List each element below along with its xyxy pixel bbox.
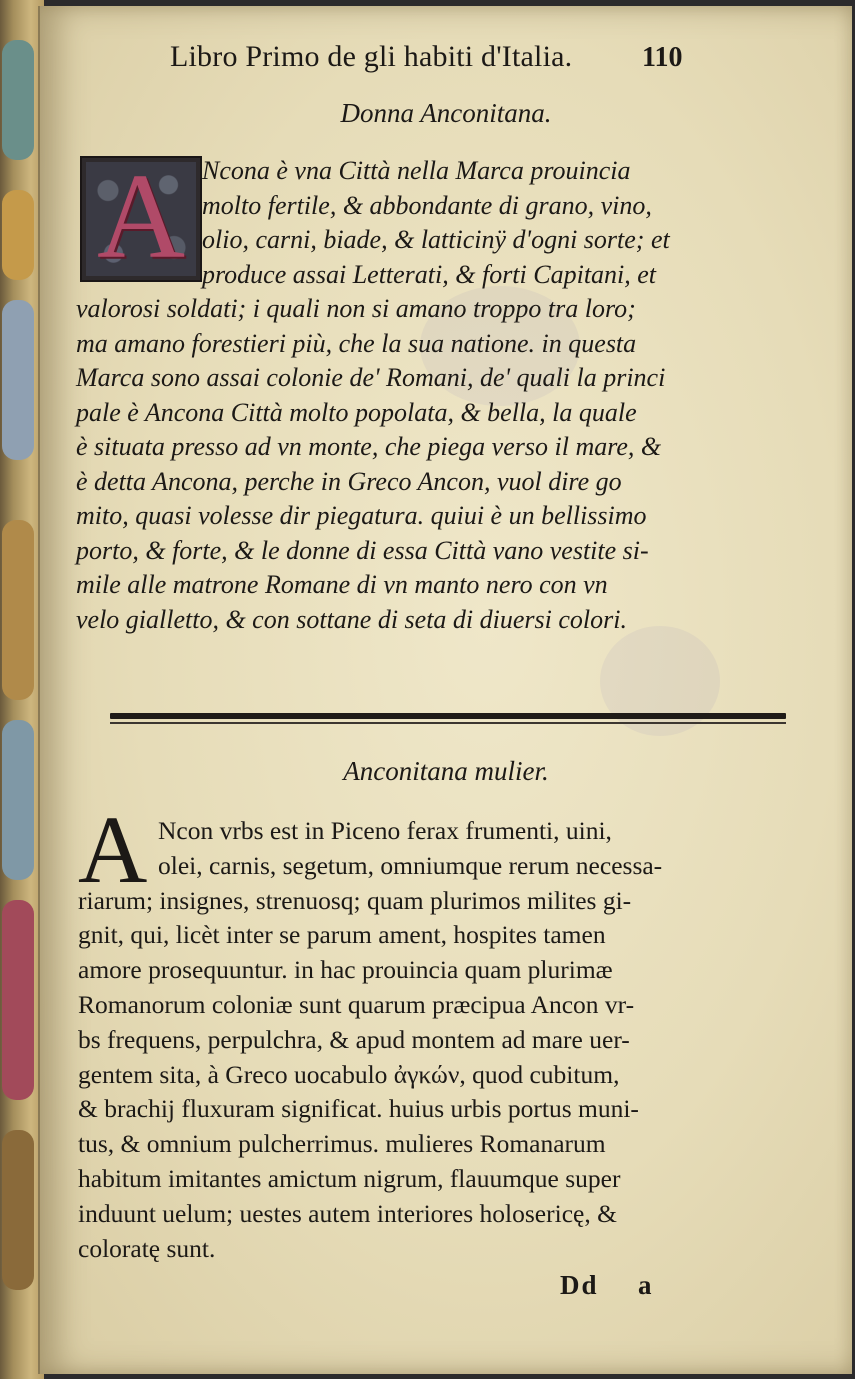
text-line: porto, & forte, & le donne di essa Città vano vestite si- [76,535,649,565]
text-line: pale è Ancona Città molto popolata, & bella, la quale [76,397,637,427]
text-line: Romanorum coloniæ sunt quarum præcipua Ancon vr- [78,989,635,1019]
text-line: bs frequens, perpulchra, & apud montem ad mare uer- [78,1024,630,1054]
text-line: induunt uelum; uestes autem interiores holosericę, & [78,1198,617,1228]
latin-body-text [78,814,808,1266]
running-title: Libro Primo de gli habiti d'Italia. [170,40,573,73]
text-line: olei, carnis, segetum, omniumque rerum necessa- [158,850,663,880]
text-line: amore prosequuntur. in hac prouincia quam plurimæ [78,955,613,985]
text-line: gnit, qui, licèt inter se parum ament, hospites tamen [78,920,606,950]
signature-mark: Dd [560,1270,599,1300]
text-line: Ncon vrbs est in Piceno ferax frumenti, uini, [158,816,612,845]
initial-letter: A [96,156,186,282]
text-line: coloratę sunt. [78,1233,216,1263]
text-line: produce assai Letterati, & forti Capitani, et [202,259,657,289]
section-divider [110,713,786,719]
running-header [170,40,750,90]
text-line: olio, carni, biade, & latticinÿ d'ogni sorte; et [202,225,670,254]
section-divider-thin [110,722,786,724]
text-line: velo gialletto, & con sottane di seta di diuersi colori. [76,604,627,634]
text-line: Marca sono assai colonie de' Romani, de' quali la princi [76,363,666,392]
text-line: gentem sita, à Greco uocabulo ἀγκών, quod cubitum, [78,1059,620,1089]
text-line: è detta Ancona, perche in Greco Ancon, vuol dire go [76,466,622,496]
text-line: molto fertile, & abbondante di grano, vino, [202,190,652,220]
latin-initial-letter: A [78,796,148,903]
text-line: riarum; insignes, strenuosq; quam plurimos milites gi- [78,885,632,915]
text-line: Ncona è vna Città nella Marca prouincia [202,156,631,185]
text-line: mile alle matrone Romane di vn manto nero con vn [76,570,608,599]
text-line: & brachij fluxuram significat. huius urbis portus muni- [78,1094,639,1124]
text-line: è situata presso ad vn monte, che piega verso il mare, & [76,432,662,461]
text-line: tus, & omnium pulcherrimus. mulieres Romanarum [78,1129,606,1159]
page-number: 110 [642,42,683,73]
signature-mark-letter: a [638,1270,652,1300]
paper-stain [600,626,720,736]
text-line: habitum imitantes amictum nigrum, flauumque super [78,1163,621,1193]
text-line: valorosi soldati; i quali non si amano troppo tra loro; [76,294,636,323]
italian-section-title: Donna Anconitana. [340,98,552,128]
latin-section-title: Anconitana mulier. [343,756,549,786]
book-page [38,6,852,1374]
text-line: mito, quasi volesse dir piegatura. quiui è un bellissimo [76,501,647,530]
italian-body-text [76,154,796,637]
text-line: ma amano forestieri più, che la sua natione. in questa [76,328,637,358]
